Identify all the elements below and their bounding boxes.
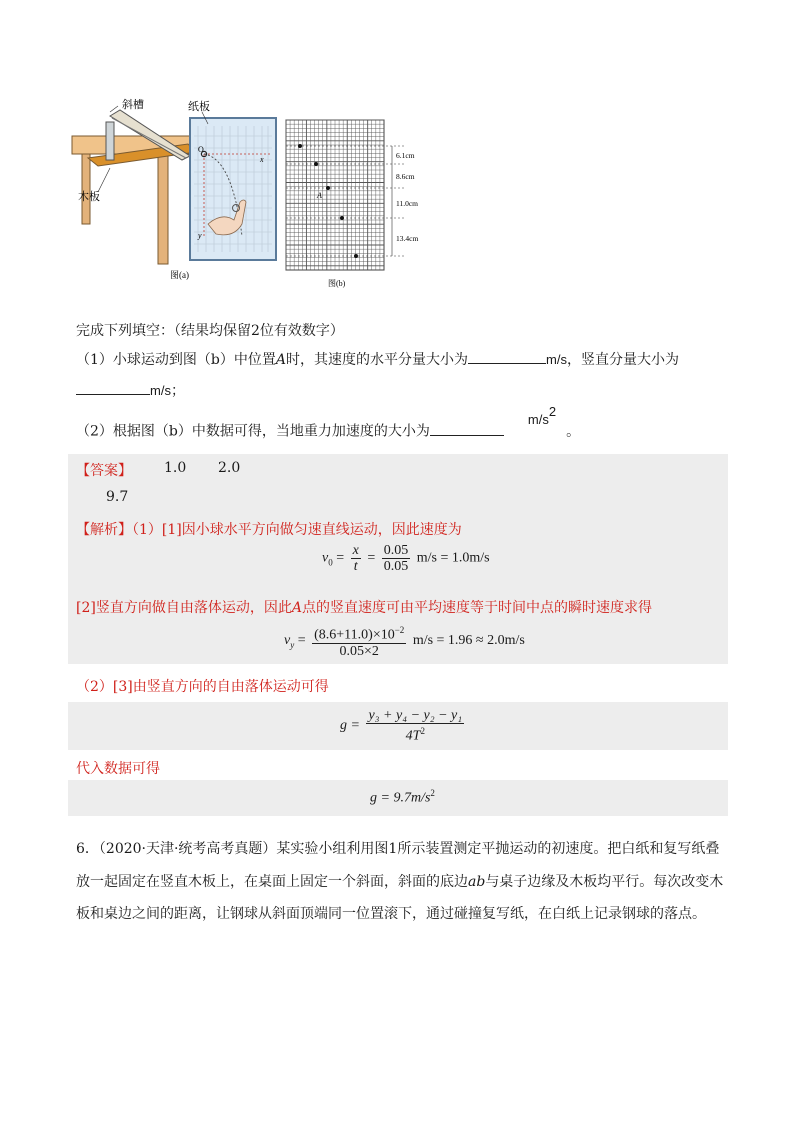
label-paper: 纸板 xyxy=(188,101,210,113)
label-board: 木板 xyxy=(78,191,100,203)
dim-3: 11.0cm xyxy=(396,199,419,208)
point-a-label: A xyxy=(317,191,322,200)
question-6-line-1: 6．（2020·天津·统考高考真题）某实验小组利用图1所示装置测定平抛运动的初速度。把白纸和复写纸叠 xyxy=(76,841,720,857)
question-1-cont: m/s； xyxy=(76,380,185,400)
answer-blank-2[interactable] xyxy=(76,380,150,395)
stand xyxy=(106,122,114,160)
formula-g: g = $\frac{\text{y₃ + y₄ − y₂ − y₁}}{4T^2}$ xyxy=(340,708,463,744)
data-point xyxy=(354,254,358,258)
formula-v0: $v_0$ = $\frac{x}{t}$ = $\frac{0.05}{0.05}$ m/s = 1.0m/s xyxy=(322,543,490,574)
analysis-2: [2]竖直方向做自由落体运动，因此A点的竖直速度可由平均速度等于时间中点的瞬时速度求得 xyxy=(76,600,652,616)
table-leg xyxy=(82,154,90,224)
label-o: O xyxy=(198,145,204,154)
analysis-1: 【解析】（1）[1]因小球水平方向做匀速直线运动，因此速度为 xyxy=(76,522,462,538)
caption-a: 图(a) xyxy=(170,270,189,280)
answer-3: 9.7 xyxy=(106,489,129,505)
caption-b: 图(b) xyxy=(328,279,346,288)
question-1: （1）小球运动到图（b）中位置A时，其速度的水平分量大小为 m/s，竖直分量大小为 xyxy=(76,349,679,369)
analysis-4: 代入数据可得 xyxy=(76,761,160,777)
data-point xyxy=(314,162,318,166)
analysis-3: （2）[3]由竖直方向的自由落体运动可得 xyxy=(76,679,329,695)
figure-a xyxy=(70,96,285,286)
data-point xyxy=(340,216,344,220)
answer-2: 2.0 xyxy=(218,460,241,476)
dim-2: 8.6cm xyxy=(396,172,415,181)
answer-blank-3[interactable] xyxy=(430,421,504,436)
table-leg xyxy=(158,154,168,264)
question-2: （2）根据图（b）中数据可得，当地重力加速度的大小为$m/s^2$。 xyxy=(76,404,581,440)
formula-g-value: $g = 9.7m/s^2$ xyxy=(370,788,435,806)
data-point xyxy=(298,144,302,148)
label-chute: 斜槽 xyxy=(122,99,144,111)
question-6-line-2: 放一起固定在竖直木板上，在桌面上固定一个斜面，斜面的底边ab与桌子边缘及木板均平行。每次改变木 xyxy=(76,874,724,890)
figure-b xyxy=(284,118,464,294)
label-y: y xyxy=(198,231,202,240)
paper-board xyxy=(190,118,276,260)
answer-label: 【答案】 xyxy=(76,463,132,479)
data-point-a xyxy=(326,186,330,190)
answer-1: 1.0 xyxy=(164,460,187,476)
formula-vy: $v_y$ = $\frac{(8.6+11.0)\times 10^{-2}}{0.05\times 2}$ m/s = 1.96 ≈ 2.0m/s xyxy=(284,625,525,659)
answer-blank-1[interactable] xyxy=(468,349,546,364)
question-6-line-3: 板和桌边之间的距离，让钢球从斜面顶端同一位置滚下，通过碰撞复写纸，在白纸上记录钢球的落点。 xyxy=(76,906,706,922)
dim-1: 6.1cm xyxy=(396,151,415,160)
instructions: 完成下列填空：（结果均保留2位有效数字） xyxy=(76,323,344,339)
label-x: x xyxy=(260,155,264,164)
dim-4: 13.4cm xyxy=(396,234,419,243)
